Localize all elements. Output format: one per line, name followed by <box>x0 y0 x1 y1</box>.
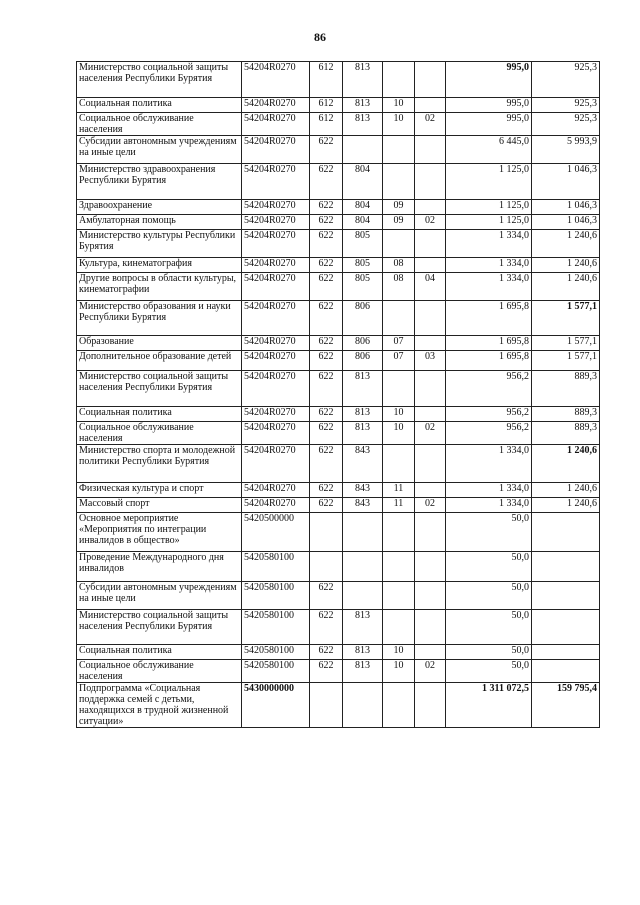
row-subsection-cell <box>415 645 446 660</box>
row-actual-sum-cell: 1 240,6 <box>532 230 600 258</box>
row-name-cell: Министерство спорта и молодежной политики Республики Бурятия <box>77 445 242 483</box>
row-expense-type-cell: 622 <box>310 645 343 660</box>
row-ministry-code-cell: 813 <box>343 422 383 445</box>
row-subsection-cell: 04 <box>415 273 446 301</box>
table-row <box>77 336 600 351</box>
row-plan-sum-cell: 1 125,0 <box>446 164 532 200</box>
row-code-cell: 54204R0270 <box>242 301 310 336</box>
row-plan-sum-cell: 1 695,8 <box>446 301 532 336</box>
row-code-cell: 5430000000 <box>242 683 310 728</box>
row-section-cell <box>383 610 415 645</box>
row-name-cell: Министерство здравоохранения Республики Бурятия <box>77 164 242 200</box>
row-subsection-cell: 02 <box>415 422 446 445</box>
table-row <box>77 113 600 136</box>
row-plan-sum-cell: 1 334,0 <box>446 498 532 513</box>
row-code-cell: 54204R0270 <box>242 258 310 273</box>
row-actual-sum-cell: 925,3 <box>532 113 600 136</box>
row-ministry-code-cell: 805 <box>343 273 383 301</box>
table-row <box>77 422 600 445</box>
row-name-cell: Другие вопросы в области культуры, кинематографии <box>77 273 242 301</box>
row-ministry-code-cell: 813 <box>343 371 383 407</box>
row-section-cell <box>383 683 415 728</box>
row-section-cell: 08 <box>383 258 415 273</box>
row-code-cell: 54204R0270 <box>242 407 310 422</box>
row-name-cell: Дополнительное образование детей <box>77 351 242 371</box>
row-section-cell <box>383 445 415 483</box>
row-section-cell: 07 <box>383 351 415 371</box>
row-expense-type-cell: 622 <box>310 164 343 200</box>
row-section-cell: 08 <box>383 273 415 301</box>
table-row <box>77 407 600 422</box>
row-actual-sum-cell: 925,3 <box>532 98 600 113</box>
row-ministry-code-cell <box>343 683 383 728</box>
row-name-cell: Социальное обслуживание населения <box>77 113 242 136</box>
row-expense-type-cell: 622 <box>310 215 343 230</box>
row-ministry-code-cell: 843 <box>343 445 383 483</box>
row-plan-sum-cell: 956,2 <box>446 422 532 445</box>
row-code-cell: 54204R0270 <box>242 215 310 230</box>
row-plan-sum-cell: 50,0 <box>446 645 532 660</box>
row-actual-sum-cell: 1 240,6 <box>532 483 600 498</box>
row-name-cell: Социальная политика <box>77 98 242 113</box>
row-plan-sum-cell: 1 334,0 <box>446 230 532 258</box>
row-name-cell: Субсидии автономным учреждениям на иные цели <box>77 136 242 164</box>
row-expense-type-cell: 622 <box>310 660 343 683</box>
row-subsection-cell <box>415 258 446 273</box>
row-name-cell: Проведение Международного дня инвалидов <box>77 552 242 582</box>
row-actual-sum-cell: 1 046,3 <box>532 200 600 215</box>
row-expense-type-cell: 622 <box>310 258 343 273</box>
row-ministry-code-cell <box>343 513 383 552</box>
table-row <box>77 610 600 645</box>
row-subsection-cell: 02 <box>415 215 446 230</box>
row-expense-type-cell: 622 <box>310 483 343 498</box>
row-subsection-cell <box>415 552 446 582</box>
row-name-cell: Здравоохранение <box>77 200 242 215</box>
row-code-cell: 5420580100 <box>242 660 310 683</box>
row-code-cell: 54204R0270 <box>242 136 310 164</box>
row-code-cell: 54204R0270 <box>242 164 310 200</box>
table-row <box>77 273 600 301</box>
row-ministry-code-cell: 806 <box>343 301 383 336</box>
row-plan-sum-cell: 50,0 <box>446 660 532 683</box>
row-code-cell: 54204R0270 <box>242 230 310 258</box>
budget-table <box>76 61 600 728</box>
table-row <box>77 301 600 336</box>
row-subsection-cell <box>415 582 446 610</box>
row-section-cell <box>383 230 415 258</box>
row-expense-type-cell: 612 <box>310 113 343 136</box>
row-name-cell: Социальное обслуживание населения <box>77 660 242 683</box>
row-ministry-code-cell: 813 <box>343 407 383 422</box>
row-code-cell: 54204R0270 <box>242 98 310 113</box>
row-code-cell: 54204R0270 <box>242 445 310 483</box>
row-subsection-cell <box>415 407 446 422</box>
row-plan-sum-cell: 1 125,0 <box>446 215 532 230</box>
row-ministry-code-cell: 813 <box>343 62 383 98</box>
row-subsection-cell <box>415 513 446 552</box>
row-ministry-code-cell: 805 <box>343 230 383 258</box>
table-row <box>77 230 600 258</box>
row-actual-sum-cell: 1 240,6 <box>532 498 600 513</box>
row-ministry-code-cell: 843 <box>343 498 383 513</box>
row-section-cell <box>383 582 415 610</box>
row-plan-sum-cell: 956,2 <box>446 407 532 422</box>
row-plan-sum-cell: 995,0 <box>446 62 532 98</box>
row-ministry-code-cell: 804 <box>343 200 383 215</box>
row-actual-sum-cell <box>532 582 600 610</box>
row-ministry-code-cell: 843 <box>343 483 383 498</box>
row-ministry-code-cell: 813 <box>343 98 383 113</box>
row-actual-sum-cell: 5 993,9 <box>532 136 600 164</box>
row-expense-type-cell: 622 <box>310 407 343 422</box>
row-name-cell: Министерство социальной защиты населения Республики Бурятия <box>77 371 242 407</box>
row-ministry-code-cell: 813 <box>343 660 383 683</box>
row-actual-sum-cell: 1 240,6 <box>532 273 600 301</box>
row-code-cell: 54204R0270 <box>242 498 310 513</box>
row-actual-sum-cell <box>532 660 600 683</box>
row-expense-type-cell: 622 <box>310 582 343 610</box>
row-name-cell: Основное мероприятие «Мероприятия по интеграции инвалидов в общество» <box>77 513 242 552</box>
row-ministry-code-cell: 813 <box>343 645 383 660</box>
row-code-cell: 54204R0270 <box>242 200 310 215</box>
row-subsection-cell <box>415 98 446 113</box>
row-plan-sum-cell: 50,0 <box>446 610 532 645</box>
row-expense-type-cell: 622 <box>310 351 343 371</box>
row-name-cell: Физическая культура и спорт <box>77 483 242 498</box>
row-plan-sum-cell: 956,2 <box>446 371 532 407</box>
row-plan-sum-cell: 1 125,0 <box>446 200 532 215</box>
row-code-cell: 5420580100 <box>242 552 310 582</box>
row-code-cell: 54204R0270 <box>242 422 310 445</box>
table-row <box>77 552 600 582</box>
row-plan-sum-cell: 1 334,0 <box>446 483 532 498</box>
row-section-cell: 07 <box>383 336 415 351</box>
row-actual-sum-cell <box>532 645 600 660</box>
row-ministry-code-cell: 806 <box>343 336 383 351</box>
row-expense-type-cell <box>310 552 343 582</box>
row-section-cell: 10 <box>383 113 415 136</box>
row-section-cell: 10 <box>383 645 415 660</box>
table-row <box>77 351 600 371</box>
row-actual-sum-cell: 889,3 <box>532 407 600 422</box>
row-actual-sum-cell: 1 240,6 <box>532 445 600 483</box>
row-actual-sum-cell: 1 577,1 <box>532 351 600 371</box>
row-plan-sum-cell: 1 334,0 <box>446 273 532 301</box>
row-plan-sum-cell: 995,0 <box>446 98 532 113</box>
row-expense-type-cell <box>310 683 343 728</box>
row-section-cell <box>383 62 415 98</box>
row-subsection-cell: 02 <box>415 113 446 136</box>
table-row <box>77 215 600 230</box>
row-actual-sum-cell: 889,3 <box>532 371 600 407</box>
row-plan-sum-cell: 6 445,0 <box>446 136 532 164</box>
table-row <box>77 136 600 164</box>
row-section-cell <box>383 371 415 407</box>
row-name-cell: Культура, кинематография <box>77 258 242 273</box>
row-expense-type-cell: 622 <box>310 301 343 336</box>
row-name-cell: Министерство социальной защиты населения Республики Бурятия <box>77 610 242 645</box>
table-row <box>77 371 600 407</box>
row-plan-sum-cell: 50,0 <box>446 552 532 582</box>
table-row <box>77 513 600 552</box>
row-ministry-code-cell: 804 <box>343 215 383 230</box>
row-name-cell: Образование <box>77 336 242 351</box>
row-subsection-cell <box>415 230 446 258</box>
row-plan-sum-cell: 50,0 <box>446 582 532 610</box>
row-code-cell: 54204R0270 <box>242 483 310 498</box>
row-actual-sum-cell: 925,3 <box>532 62 600 98</box>
row-section-cell <box>383 136 415 164</box>
row-code-cell: 54204R0270 <box>242 62 310 98</box>
table-row <box>77 445 600 483</box>
row-section-cell: 10 <box>383 407 415 422</box>
table-row <box>77 498 600 513</box>
row-name-cell: Массовый спорт <box>77 498 242 513</box>
row-name-cell: Подпрограмма «Социальная поддержка семей с детьми, находящихся в трудной жизненной ситуации» <box>77 683 242 728</box>
row-code-cell: 54204R0270 <box>242 351 310 371</box>
row-subsection-cell <box>415 62 446 98</box>
row-actual-sum-cell: 1 240,6 <box>532 258 600 273</box>
row-code-cell: 5420580100 <box>242 582 310 610</box>
row-code-cell: 54204R0270 <box>242 113 310 136</box>
row-actual-sum-cell: 1 046,3 <box>532 215 600 230</box>
table-row <box>77 645 600 660</box>
row-subsection-cell <box>415 164 446 200</box>
row-subsection-cell: 03 <box>415 351 446 371</box>
row-actual-sum-cell <box>532 610 600 645</box>
row-section-cell: 10 <box>383 98 415 113</box>
row-expense-type-cell: 622 <box>310 498 343 513</box>
row-name-cell: Социальное обслуживание населения <box>77 422 242 445</box>
row-section-cell: 11 <box>383 498 415 513</box>
row-plan-sum-cell: 50,0 <box>446 513 532 552</box>
row-ministry-code-cell: 806 <box>343 351 383 371</box>
row-plan-sum-cell: 1 334,0 <box>446 258 532 273</box>
row-name-cell: Социальная политика <box>77 645 242 660</box>
row-expense-type-cell <box>310 513 343 552</box>
row-plan-sum-cell: 1 311 072,5 <box>446 683 532 728</box>
row-subsection-cell: 02 <box>415 498 446 513</box>
row-plan-sum-cell: 1 695,8 <box>446 351 532 371</box>
row-actual-sum-cell: 1 046,3 <box>532 164 600 200</box>
row-name-cell: Субсидии автономным учреждениям на иные цели <box>77 582 242 610</box>
row-ministry-code-cell <box>343 582 383 610</box>
row-expense-type-cell: 622 <box>310 230 343 258</box>
table-row <box>77 164 600 200</box>
table-row <box>77 582 600 610</box>
row-ministry-code-cell <box>343 136 383 164</box>
row-code-cell: 5420500000 <box>242 513 310 552</box>
table-body <box>77 62 600 728</box>
table-row <box>77 62 600 98</box>
table-row <box>77 258 600 273</box>
row-code-cell: 54204R0270 <box>242 336 310 351</box>
row-expense-type-cell: 622 <box>310 136 343 164</box>
row-section-cell: 09 <box>383 215 415 230</box>
table-row <box>77 660 600 683</box>
row-expense-type-cell: 622 <box>310 371 343 407</box>
row-code-cell: 5420580100 <box>242 610 310 645</box>
row-subsection-cell <box>415 371 446 407</box>
row-actual-sum-cell: 159 795,4 <box>532 683 600 728</box>
row-actual-sum-cell: 1 577,1 <box>532 301 600 336</box>
row-section-cell: 09 <box>383 200 415 215</box>
row-actual-sum-cell <box>532 513 600 552</box>
row-subsection-cell <box>415 301 446 336</box>
row-subsection-cell <box>415 483 446 498</box>
row-expense-type-cell: 612 <box>310 98 343 113</box>
row-subsection-cell: 02 <box>415 660 446 683</box>
row-name-cell: Министерство образования и науки Республики Бурятия <box>77 301 242 336</box>
row-code-cell: 54204R0270 <box>242 273 310 301</box>
row-plan-sum-cell: 1 695,8 <box>446 336 532 351</box>
row-actual-sum-cell: 1 577,1 <box>532 336 600 351</box>
table-row <box>77 683 600 728</box>
row-expense-type-cell: 622 <box>310 273 343 301</box>
row-expense-type-cell: 622 <box>310 610 343 645</box>
row-section-cell <box>383 552 415 582</box>
row-subsection-cell <box>415 610 446 645</box>
row-actual-sum-cell <box>532 552 600 582</box>
row-section-cell <box>383 513 415 552</box>
row-section-cell: 10 <box>383 422 415 445</box>
row-expense-type-cell: 622 <box>310 336 343 351</box>
row-plan-sum-cell: 1 334,0 <box>446 445 532 483</box>
row-name-cell: Министерство культуры Республики Бурятия <box>77 230 242 258</box>
row-subsection-cell <box>415 336 446 351</box>
row-name-cell: Министерство социальной защиты населения Республики Бурятия <box>77 62 242 98</box>
row-expense-type-cell: 622 <box>310 422 343 445</box>
row-expense-type-cell: 622 <box>310 445 343 483</box>
row-section-cell <box>383 301 415 336</box>
page-number: 86 <box>314 30 326 44</box>
row-ministry-code-cell: 804 <box>343 164 383 200</box>
row-section-cell: 11 <box>383 483 415 498</box>
row-ministry-code-cell <box>343 552 383 582</box>
row-ministry-code-cell: 813 <box>343 113 383 136</box>
row-subsection-cell <box>415 445 446 483</box>
row-actual-sum-cell: 889,3 <box>532 422 600 445</box>
row-plan-sum-cell: 995,0 <box>446 113 532 136</box>
table-row <box>77 200 600 215</box>
row-section-cell <box>383 164 415 200</box>
row-expense-type-cell: 622 <box>310 200 343 215</box>
row-code-cell: 5420580100 <box>242 645 310 660</box>
row-ministry-code-cell: 805 <box>343 258 383 273</box>
row-name-cell: Социальная политика <box>77 407 242 422</box>
row-code-cell: 54204R0270 <box>242 371 310 407</box>
row-subsection-cell <box>415 136 446 164</box>
table-row <box>77 98 600 113</box>
row-expense-type-cell: 612 <box>310 62 343 98</box>
row-name-cell: Амбулаторная помощь <box>77 215 242 230</box>
table-row <box>77 483 600 498</box>
row-subsection-cell <box>415 683 446 728</box>
row-ministry-code-cell: 813 <box>343 610 383 645</box>
row-section-cell: 10 <box>383 660 415 683</box>
row-subsection-cell <box>415 200 446 215</box>
